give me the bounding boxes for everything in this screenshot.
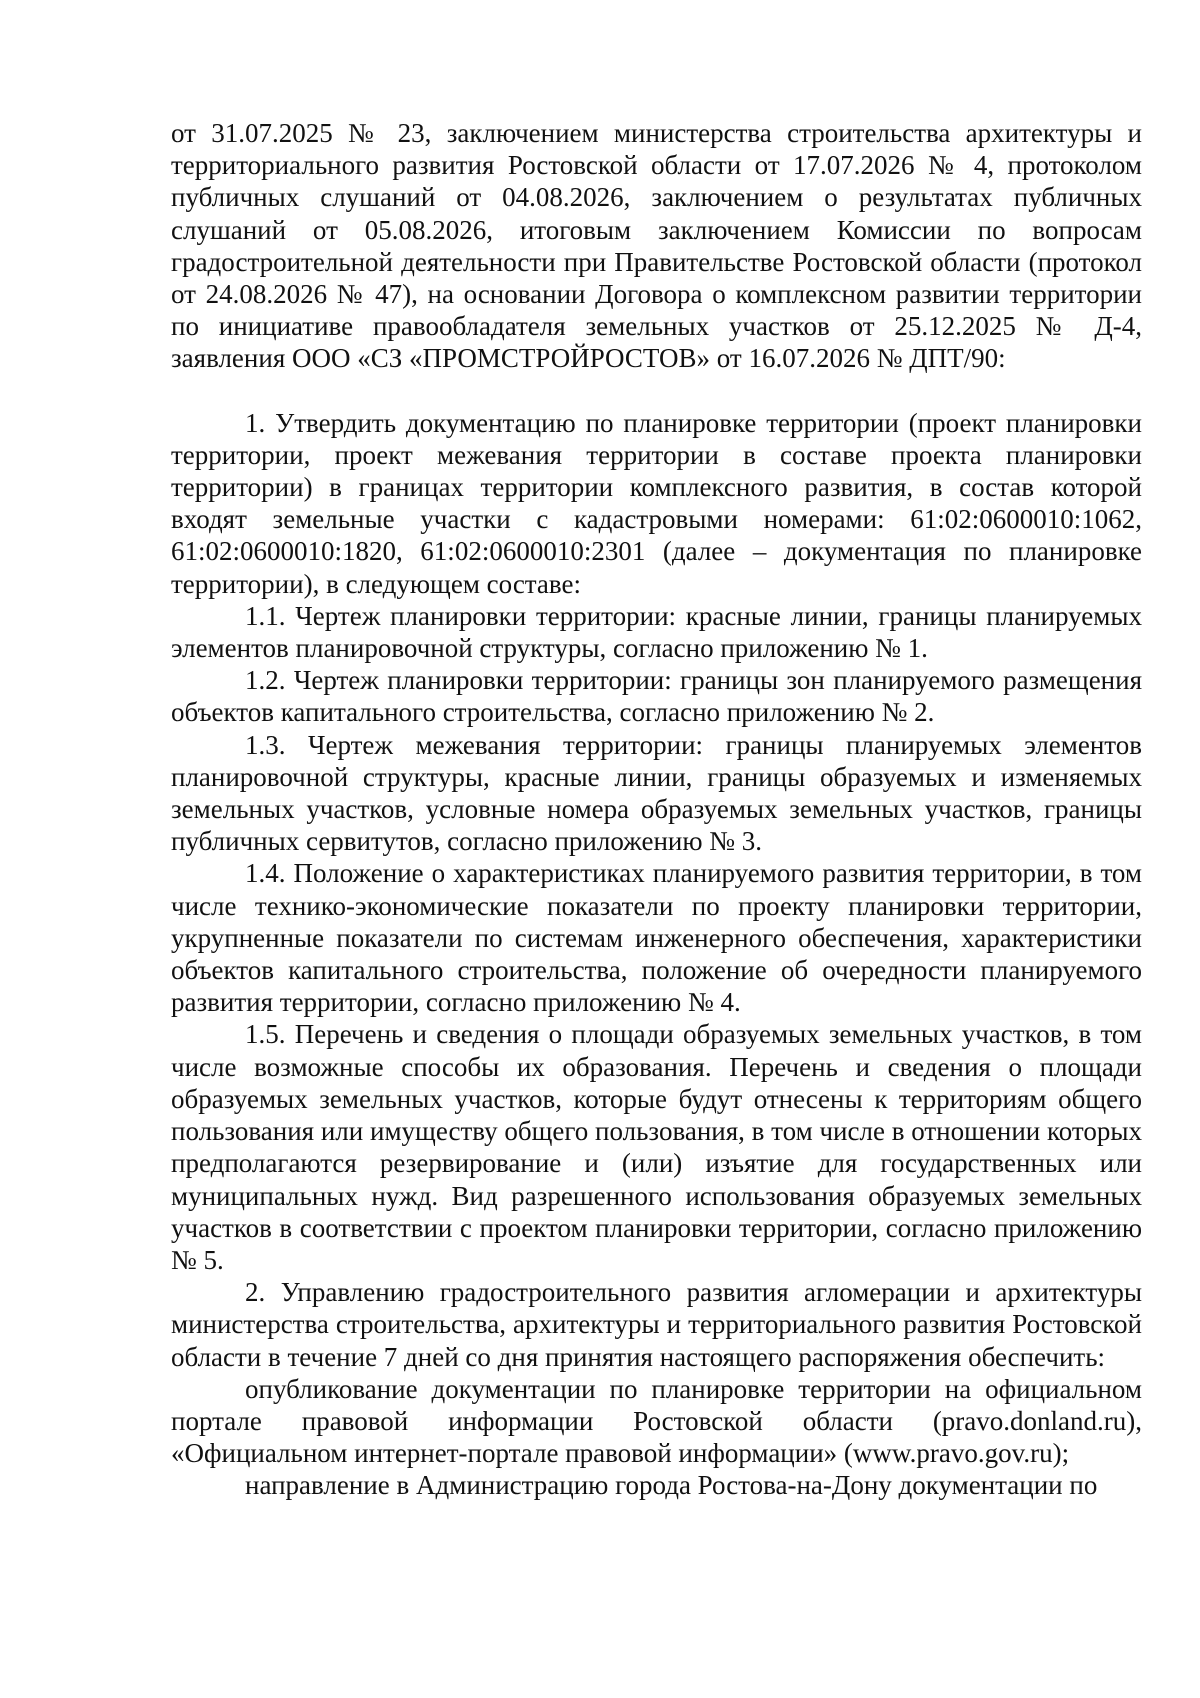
item-1-5-paragraph: 1.5. Перечень и сведения о площади образуемых земельных участков, в том числе возможные способы их образования. Перечень и сведения о площади образуемых земельных участков, которые будут отнесены к территориям общего пользования или имуществу общего пользования, в том числе в отношении которых предполагаются резервирование и (или) изъятие для государственных или муниципальных нужд. Вид разрешенного использования образуемых земельных участков в соответствии с проектом планировки территории, согласно приложению № 5. — [171, 1019, 1142, 1275]
item-1-paragraph: 1. Утвердить документацию по планировке территории (проект планировки территории, проект межевания территории в составе проекта планировки территории) в границах территории комплексного развития, в состав которой входят земельные участки с кадастровыми номерами: 61:02:0600010:1062, 61:02:0600010:1820, 61:02:0600010:2301 (далее – документация по планировке территории), в следующем составе: — [171, 407, 1142, 599]
item-2-publication-paragraph: опубликование документации по планировке территории на официальном портале правовой информации Ростовской области (pravo.donland.ru), «Официальном интернет-портале правовой информации» (www.pravo.gov.ru); — [171, 1373, 1142, 1469]
item-2-direction-paragraph: направление в Администрацию города Ростова-на-Дону документации по — [245, 1470, 1098, 1501]
paragraph-gap — [171, 375, 1142, 407]
item-1-2-paragraph: 1.2. Чертеж планировки территории: границы зон планируемого размещения объектов капитального строительства, согласно приложению № 2. — [171, 665, 1142, 728]
item-1-1-paragraph: 1.1. Чертеж планировки территории: красные линии, границы планируемых элементов планировочной структуры, согласно приложению № 1. — [171, 600, 1142, 664]
item-2-paragraph: 2. Управлению градостроительного развития агломерации и архитектуры министерства строительства, архитектуры и территориального развития Ростовской области в течение 7 дней со дня принятия настоящего распоряжения обеспечить: — [171, 1277, 1142, 1372]
item-1-3-paragraph: 1.3. Чертеж межевания территории: границы планируемых элементов планировочной структуры, красные линии, границы образуемых и изменяемых земельных участков, условные номера образуемых земельных участков, границы публичных сервитутов, согласно приложению № 3. — [171, 729, 1142, 857]
preamble-paragraph: от 31.07.2025 № 23, заключением министерства строительства архитектуры и территориального развития Ростовской области от 17.07.2026 № 4, протоколом публичных слушаний от 04.08.2026, заключением о результатах публичных слушаний от 05.08.2026, итоговым заключением Комиссии по вопросам градостроительной деятельности при Правительстве Ростовской области (протокол от 24.08.2026 № 47), на основании Договора о комплексном развитии территории по инициативе правообладателя земельных участков от 25.12.2025 № Д-4, заявления ООО «СЗ «ПРОМСТРОЙРОСТОВ» от 16.07.2026 № ДПТ/90: — [171, 118, 1142, 374]
item-1-4-paragraph: 1.4. Положение о характеристиках планируемого развития территории, в том числе технико-экономические показатели по проекту планировки территории, укрупненные показатели по системам инженерного обеспечения, характеристики объектов капитального строительства, положение об очередности планируемого развития территории, согласно приложению № 4. — [171, 858, 1142, 1018]
document-page — [171, 117, 1142, 1502]
